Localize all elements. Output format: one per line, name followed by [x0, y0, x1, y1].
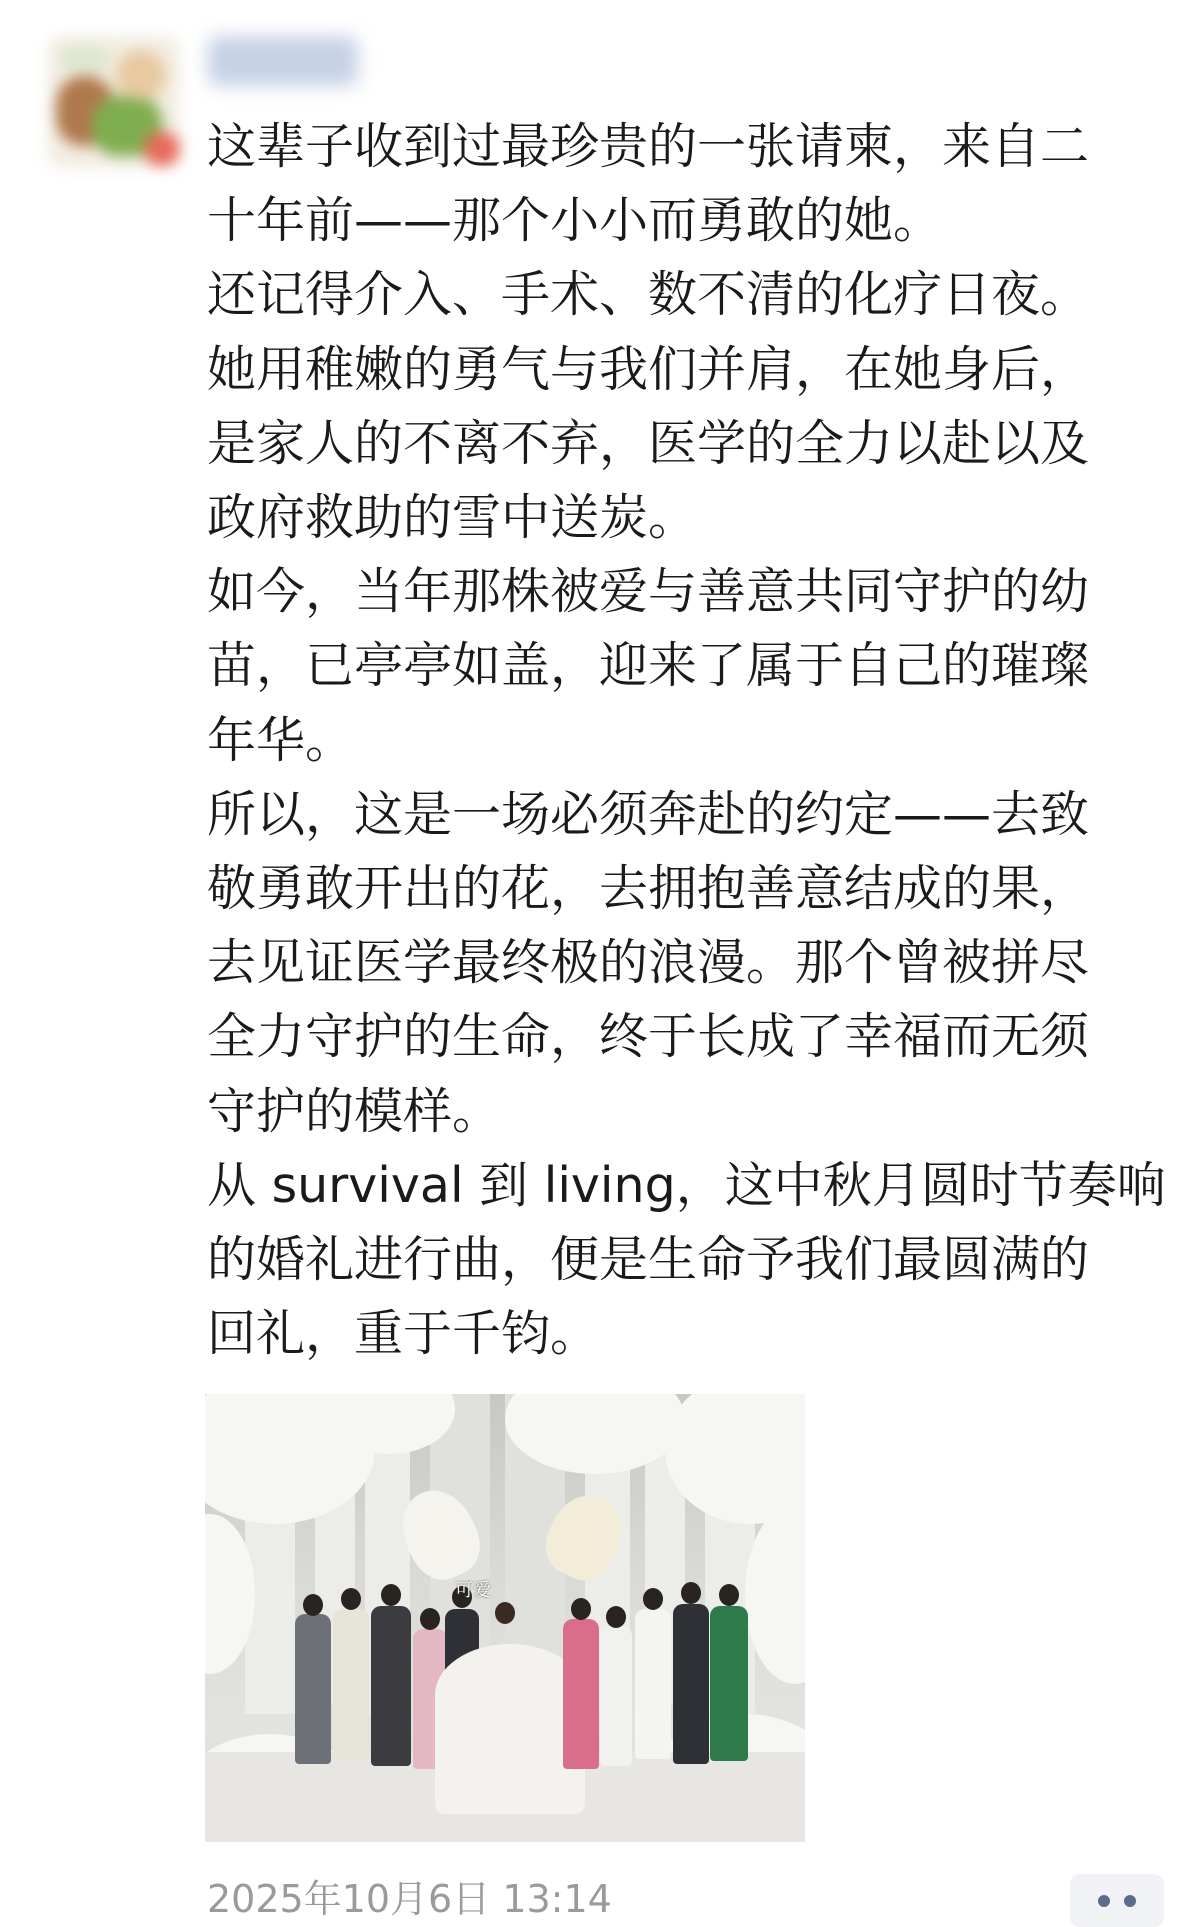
user-avatar[interactable] — [48, 36, 180, 168]
more-actions-button[interactable] — [1070, 1874, 1164, 1927]
post-text: 这辈子收到过最珍贵的一张请柬，来自二 十年前——那个小小而勇敢的她。 还记得介入、手术、数不清的化疗日夜。 她用稚嫩的勇气与我们并肩，在她身后， 是家人的不离不弃，医学的全力以赴以及 政府救助的雪中送炭。 如今，当年那株被爱与善意共同守护的幼 苗，已亭亭如盖，迎来了属于自己的璀璨 年华。 所以，这是一场必须奔赴的约定——去致 敬勇敢开出的花，去拥抱善意结成的果， 去见证医学最终极的浪漫。那个曾被拼尽 全力守护的生命，终于长成了幸福而无须 守护的模样。 从 survival 到 living，这中秋月圆时节奏响 的婚礼进行曲，便是生命予我们最圆满的 回礼，重于千钧。 — [207, 118, 1166, 1363]
username-blurred[interactable] — [208, 36, 358, 86]
post-photo[interactable] — [205, 1394, 805, 1842]
post-timestamp: 2025年10月6日 13:14 — [207, 1877, 612, 1921]
photo-sticker-text: 可爱 — [455, 1580, 491, 1601]
